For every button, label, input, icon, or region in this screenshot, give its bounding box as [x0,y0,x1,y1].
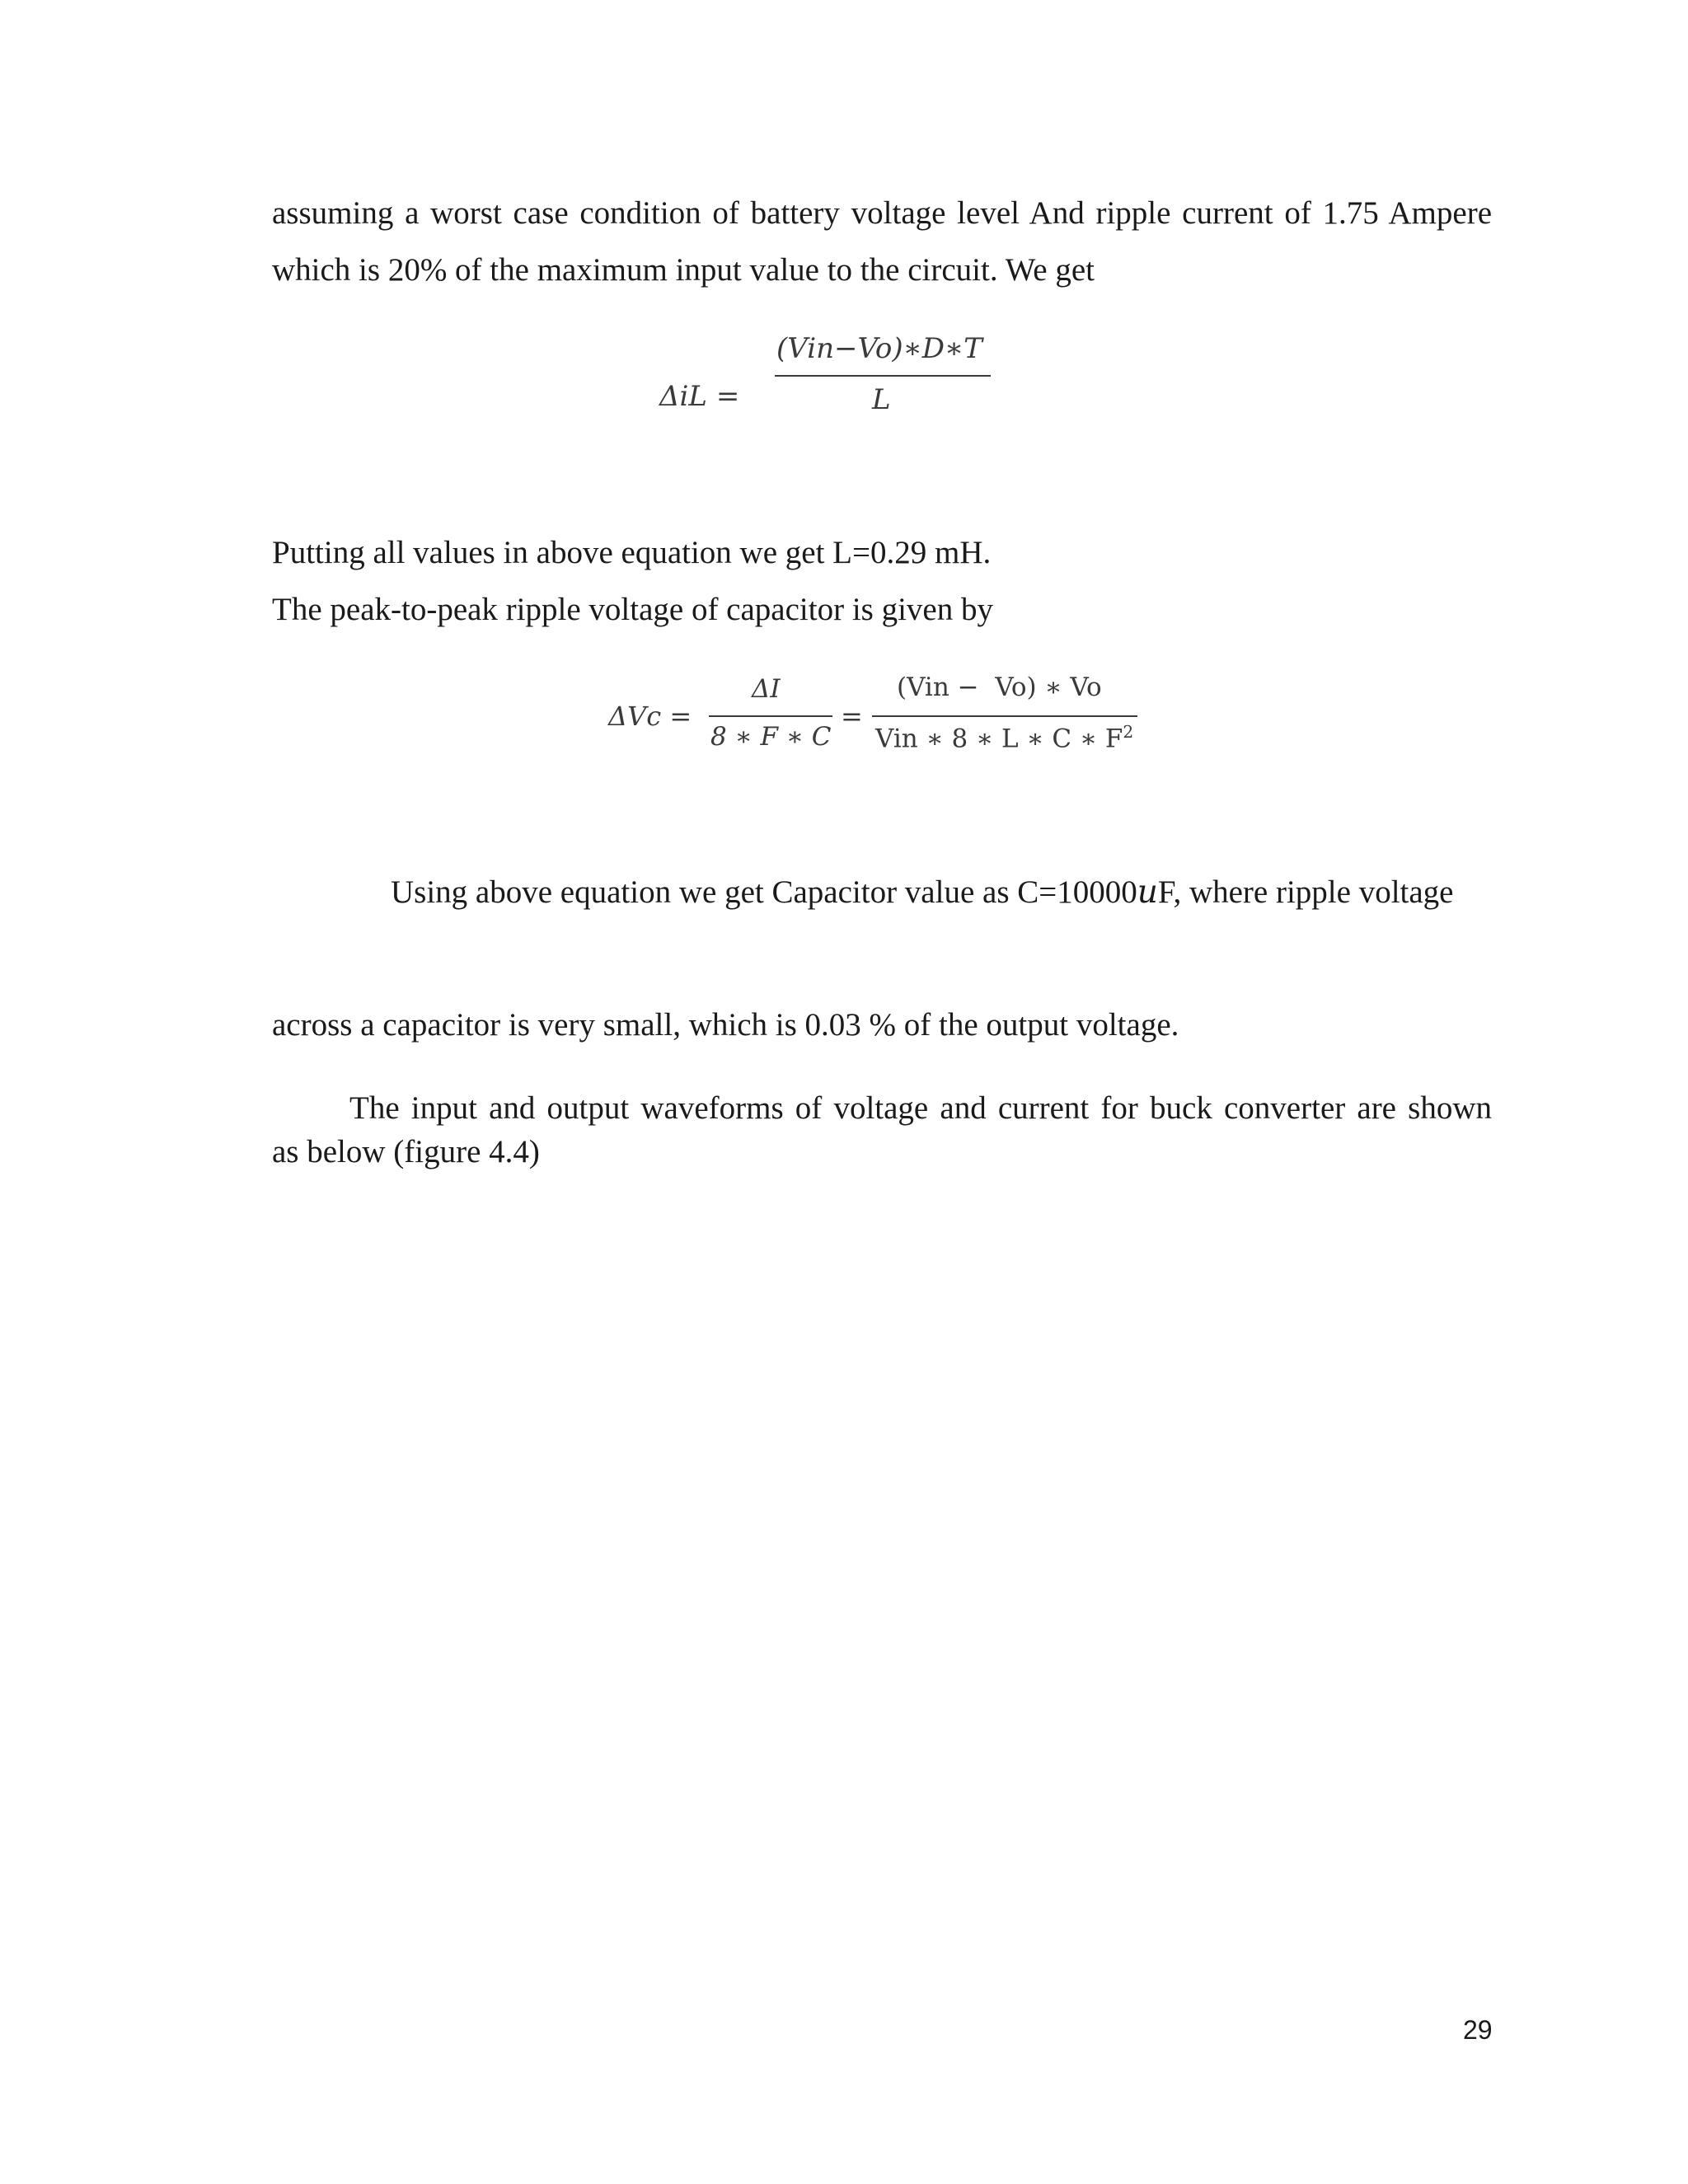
equation-2-fraction-2-denominator [875,722,1133,753]
equation-2-exponent: 2 [1123,722,1134,742]
paragraph-4-line-2: across a capacitor is very small, which is 0.03 % of the output voltage. [272,1007,1179,1043]
paragraph-3: The peak-to-peak ripple voltage of capacitor is given by [272,592,993,627]
equation-2-fraction-2-numerator: (Vin − Vo) ∗ Vo [897,673,1102,702]
equation-2-fraction-1-numerator: ΔI [752,674,781,704]
page-number: 29 [1463,2015,1493,2045]
equation-2-fraction-2-denominator-text: Vin ∗ 8 ∗ L ∗ C ∗ F [875,724,1123,754]
equation-2-equals: = [841,701,863,732]
equation-1-denominator: L [872,383,891,416]
equation-2-fraction-2-bar [872,715,1137,717]
equation-capacitor-ripple [602,668,1146,766]
equation-1-numerator: (Vin−Vo)∗D∗T [776,332,982,365]
equation-1-fraction-bar [775,375,991,377]
paragraph-4-text-post: F, where ripple voltage [1157,874,1454,910]
paragraph-5-line-2: as below (figure 4.4) [272,1134,540,1169]
paragraph-2: Putting all values in above equation we get L=0.29 mH. [272,535,992,570]
paragraph-4-line-1-text [391,874,1454,912]
paragraph-5-line-1: The input and output waveforms of voltage and current for buck converter are shown [349,1090,1492,1126]
equation-2-lhs: ΔVc = [608,701,692,732]
paragraph-1-line-2: which is 20% of the maximum input value to the circuit. We get [272,252,1095,288]
equation-2-fraction-1-bar [709,715,832,717]
equation-2-fraction-1-denominator: 8 ∗ F ∗ C [710,722,832,752]
paragraph-1-line-1: assuming a worst case condition of battery voltage level And ripple current of 1.75 Ampere [272,195,1492,231]
paragraph-4-unit-symbol: u [1137,874,1158,911]
paragraph-4-line-1 [391,874,1492,912]
equation-inductor-ripple [651,326,1014,433]
paragraph-4-text-pre: Using above equation we get Capacitor value as C=10000 [391,874,1137,910]
equation-1-lhs: ΔiL = [659,380,740,413]
